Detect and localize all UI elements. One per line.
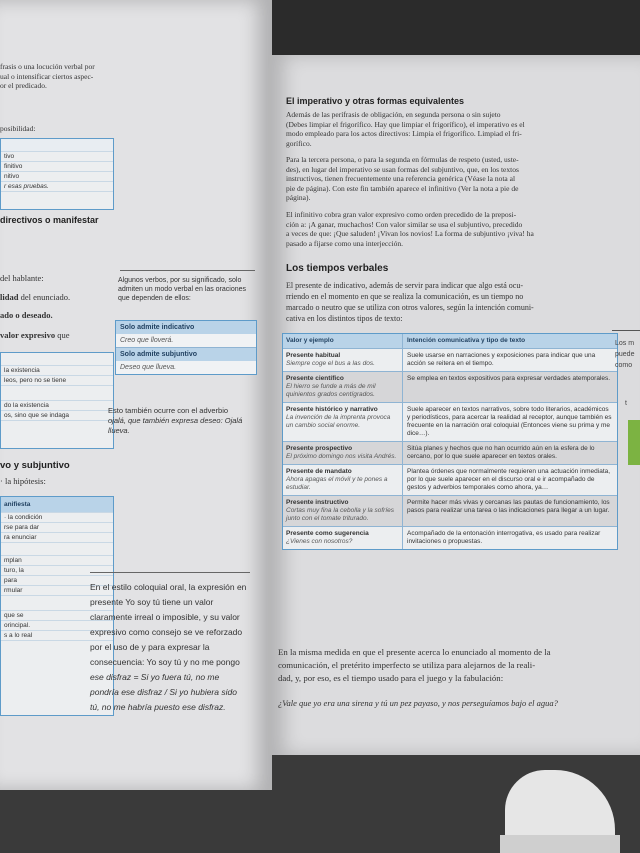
posibilidad-label: posibilidad:: [0, 124, 36, 133]
text-line: Algunos verbos, por su significado, solo: [118, 277, 242, 284]
section-title-imperativo: El imperativo y otras formas equivalentes: [286, 96, 465, 106]
text-line: cativa en los distintos tipos de texto:: [286, 314, 403, 323]
deseado-line: ado o deseado.: [0, 310, 53, 320]
text-line: gorífico.: [286, 138, 312, 148]
text-line: ción a: ¡A ganar, muchachos! Con valor similar se usa el subjuntivo, precedido: [286, 219, 523, 229]
box-item: turo, la: [1, 566, 113, 576]
text-line: En la misma medida en que el presente acerca lo enunciado al momento de la: [278, 647, 551, 657]
text-line: El infinitivo cobra gran valor expresivo como orden precedido de la preposi-: [286, 210, 517, 219]
text-line: (Debes limpiar el frigorífico. Hay que limpiar el frigorífico), el imperativo es el: [286, 119, 525, 129]
text-line: ual o intensificar ciertos aspec-: [0, 71, 94, 81]
text-line: Para la tercera persona, o para la segunda en fórmulas de respeto (usted, uste-: [286, 155, 519, 164]
row-label: Presente científico: [286, 375, 344, 382]
paragraph-2: [286, 155, 616, 203]
edge-text: [615, 338, 634, 371]
example-sentence: ¿Vale que yo era una sirena y tú un pez payaso, y nos perseguíamos bajo el agua?: [278, 698, 558, 708]
box-item: r esas pruebas.: [1, 182, 113, 192]
edge-letter: t: [625, 400, 627, 407]
table-cell: [283, 527, 403, 549]
table-cell: Acompañado de la entonación interrogativa, es usado para realizar invitaciones o propuestas.: [407, 530, 601, 545]
box-spacer: [1, 386, 113, 401]
row-label: Presente prospectivo: [286, 445, 353, 452]
table-header-cell: Valor y ejemplo: [283, 334, 403, 348]
row-label: Presente de mandato: [286, 468, 352, 475]
table-row: [283, 402, 617, 441]
text-line: En el estilo coloquial oral, la expresión en: [90, 582, 247, 592]
box-item: finitivo: [1, 162, 113, 172]
box-item: mplan: [1, 556, 113, 566]
text-line: consecuencia: Yo soy tú y no me pongo: [90, 657, 240, 667]
table-cell: Se emplea en textos expositivos para expresar verdades atemporales.: [407, 375, 611, 382]
box-item: leos, pero no se tiene: [1, 376, 113, 386]
row-example: El próximo domingo nos visita Andrés.: [286, 453, 397, 460]
table-cell: [283, 496, 403, 526]
box-item: rmular: [1, 586, 113, 596]
table-cell: Suele usarse en narraciones y exposiciones para indicar que una acción se reitera en el tiempo.: [407, 352, 596, 367]
box-item: ra enunciar: [1, 533, 113, 543]
text-line: or el predicado.: [0, 81, 47, 90]
box-item: os, sino que se indaga: [1, 411, 113, 421]
text-line: Además de las perífrasis de obligación, en segunda persona o sin sujeto: [286, 110, 501, 119]
row-label: Presente como sugerencia: [286, 530, 369, 537]
table-cell: Sitúa planes y hechos que no han ocurrido aún en la esfera de lo cercano, por lo que suele aparecer en textos orales.: [407, 445, 595, 460]
table-row: [283, 495, 617, 526]
text-line: a veces de que: ¡Que saluden! ¡Vivan los novios! La forma de subjuntivo ¡viva! ha: [286, 229, 534, 238]
table-header: Solo admite indicativo: [116, 321, 256, 334]
text-line: El presente de indicativo, además de servir para indicar que algo está ocu-: [286, 281, 524, 290]
green-edge: [628, 420, 640, 465]
text-line: puede: [615, 351, 635, 358]
row-example: ¿Vienes con nosotros?: [286, 538, 353, 545]
row-label: Presente histórico y narrativo: [286, 406, 378, 413]
table-cell: [283, 349, 403, 371]
table-cell: Plantea órdenes que normalmente requieren una actuación inmediata, por lo que suele aparecer en el discurso oral e ir acompañado de gestos y adverbios temporales como ahora, ya…: [407, 468, 611, 491]
box-spacer: [1, 543, 113, 556]
box-item: para: [1, 576, 113, 586]
row-label: Presente habitual: [286, 352, 341, 359]
text-line: rriendo en el momento en que se realiza la comunicación, es un tiempo no: [286, 292, 524, 301]
enunciado-line: [0, 292, 70, 302]
plain-word: que: [55, 330, 70, 340]
table-row: [283, 464, 617, 495]
left-box-1: [0, 138, 114, 210]
text-line: tú, no me habría puesto ese disfraz.: [90, 702, 226, 712]
table-cell: Suele aparecer en textos narrativos, sobre todo literarios, académicos y periodísticos, para acercar la realidad al receptor, aunque también es frecuente en la narración oral coloquial (Entonces viene su prima y me dice…).: [407, 406, 612, 437]
table-cell: [283, 442, 403, 464]
box-item: · la condición: [1, 513, 113, 523]
paragraph-1: [286, 110, 616, 148]
edge-rule: [612, 330, 640, 331]
table-row: [283, 441, 617, 464]
text-line: Esto también ocurre con el adverbio: [108, 406, 229, 415]
table-header-cell: Intención comunicativa y tipo de texto: [407, 337, 526, 344]
table-cell: [283, 372, 403, 402]
plain-word: del enunciado.: [18, 292, 71, 302]
row-example: Cortas muy fina la cebolla y la sofríes junto con el tomate triturado.: [286, 507, 395, 522]
text-line: admiten un modo verbal en las oraciones: [118, 286, 247, 293]
paragraph-4: [286, 280, 616, 324]
text-line: página).: [286, 193, 311, 202]
section-title-tiempos: Los tiempos verbales: [286, 263, 389, 274]
vo-subjuntivo-heading: vo y subjuntivo: [0, 460, 70, 471]
row-label: Presente instructivo: [286, 499, 349, 506]
text-line: llueva.: [108, 426, 130, 435]
table-cell: [283, 465, 403, 495]
bold-word: lidad: [0, 292, 19, 302]
hablante-line: del hablante:: [0, 273, 44, 283]
box-item: do la existencia: [1, 401, 113, 411]
text-line: frasis o una locución verbal por: [0, 62, 95, 71]
text-line: ojalá, que también expresa deseo: Ojalá: [108, 416, 243, 425]
text-line: ese disfraz = Si yo fuera tú, no me: [90, 672, 220, 682]
coloquial-note: [90, 580, 265, 715]
left-page: [0, 0, 272, 790]
directivos-heading: directivos o manifestar: [0, 215, 99, 225]
row-example: Siempre coge el bus a las dos.: [286, 360, 375, 367]
box-item: la existencia: [1, 366, 113, 376]
box-item: tivo: [1, 152, 113, 162]
box-header: anifiesta: [1, 497, 113, 513]
text-line: claramente irreal o imposible, y su valor: [90, 612, 240, 622]
text-line: comunicación, el pretérito imperfecto se utiliza para alejarnos de la reali-: [278, 660, 536, 670]
text-line: expresivo como consejo se ve reforzado: [90, 627, 243, 637]
table-header-row: [283, 334, 617, 348]
row-example: El hierro se funde a más de mil quinientos grados centígrados.: [286, 383, 376, 398]
table-row: [283, 348, 617, 371]
hipotesis-line: · la hipótesis:: [0, 476, 46, 486]
left-top-text: [0, 62, 140, 91]
table-row: [283, 371, 617, 402]
box-spacer: [1, 353, 113, 366]
text-line: Los m: [615, 340, 635, 347]
text-line: presente Yo soy tú tiene un valor: [90, 597, 214, 607]
row-example: La invención de la imprenta provoca un cambio social enorme.: [286, 414, 391, 429]
text-line: instructivos, tienen frecuentemente una referencia genérica (Véase la nota al: [286, 174, 516, 183]
text-line: pasado a fijarse como una interjección.: [286, 238, 404, 248]
table-row: [283, 526, 617, 549]
text-line: pie de página). Con este fin también aparece el infinitivo (Ver la nota a pie de: [286, 183, 519, 193]
box-item: rse para dar: [1, 523, 113, 533]
table-cell: [283, 403, 403, 441]
box-item: nitivo: [1, 172, 113, 182]
margin-rule: [90, 572, 250, 573]
margin-note: [118, 276, 263, 303]
table-cell: Permite hacer más vivas y cercanas las pautas de funcionamiento, los pasos para realizar una tarea o las indicaciones para llegar a un lugar.: [407, 499, 610, 514]
box-item: que se: [1, 611, 113, 621]
paragraph-3: [286, 210, 616, 248]
row-example: Ahora apagas el móvil y te pones a estudiar.: [286, 476, 388, 491]
table-header: Solo admite subjuntivo: [116, 348, 256, 361]
text-line: des), en lugar del imperativo se usan formas del subjuntivo, que, en los textos: [286, 164, 519, 174]
left-box-2: [0, 352, 114, 449]
box-item: orincipal.: [1, 621, 113, 631]
verb-tense-table: [282, 333, 618, 550]
bold-word: valor expresivo: [0, 330, 56, 340]
paragraph-5: [278, 646, 623, 685]
margin-rule: [120, 270, 255, 271]
text-line: marcado o neutro que se utiliza con otros valores, según la intención comuni-: [286, 303, 534, 312]
verb-mode-table: [115, 320, 257, 375]
text-line: que dependen de ellos:: [118, 295, 191, 302]
text-line: como: [615, 362, 633, 369]
text-line: pondría ese disfraz / Si yo hubiera sido: [90, 687, 237, 697]
valor-line: [0, 330, 70, 340]
text-line: dad, y, por eso, es el tiempo usado para el juego y la fabulación:: [278, 673, 504, 683]
box-spacer: [1, 139, 113, 152]
table-example: Creo que lloverá.: [116, 334, 256, 348]
box-item: s a lo real: [1, 631, 113, 641]
shoe-sole: [500, 835, 620, 853]
adverbio-note: [108, 406, 268, 436]
text-line: por el uso de y para expresar la: [90, 642, 210, 652]
text-line: modo empleado para los actos directivos: Limpia el frigorífico. Limpiad el fri-: [286, 129, 522, 138]
table-example: Deseo que llueva.: [116, 361, 256, 374]
